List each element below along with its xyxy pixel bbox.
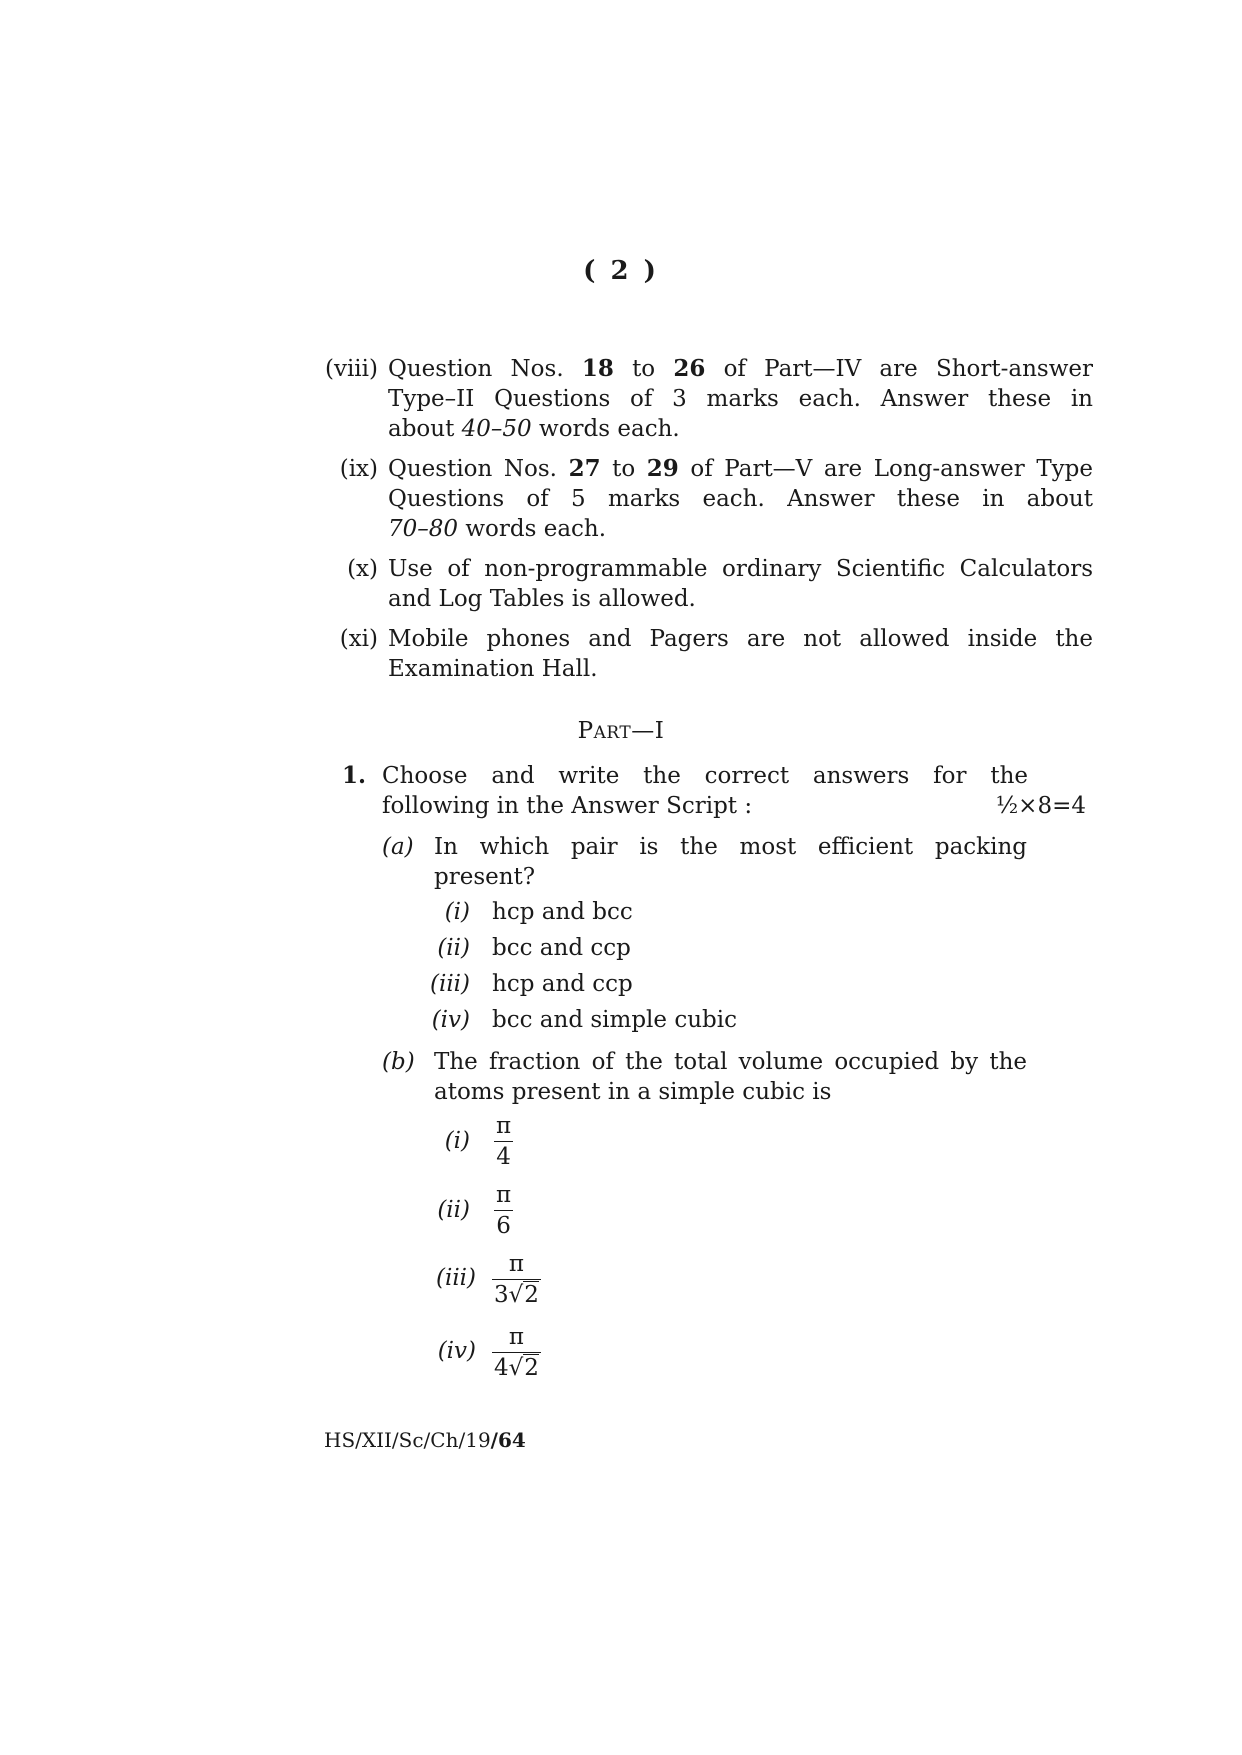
fraction-denominator: 6 [494,1210,513,1241]
option-a-ii-label: (ii) [437,935,470,961]
sub-question-b-label: (b) [382,1049,415,1075]
fraction-numerator: π [508,1251,525,1277]
option-b-i-label: (i) [444,1128,470,1154]
question-1-line-2: following in the Answer Script : [382,793,753,819]
fraction-pi-over-3-root-2 [492,1249,541,1310]
sub-question-a-text [434,832,1027,892]
sub-question-b-text [434,1047,1027,1107]
option-a-ii-text: bcc and ccp [492,935,631,961]
sub-question-a-label: (a) [382,834,414,860]
option-a-i-label: (i) [444,899,470,925]
instruction-viii-line-2: Type–II Questions of 3 marks each. Answer these in [388,386,1093,412]
instruction-x-line-2: and Log Tables is allowed. [388,586,696,612]
fraction-denominator: 3√2 [492,1279,541,1310]
fraction-numerator: π [496,1182,512,1208]
instruction-viii [388,354,1093,444]
instruction-ix [388,454,1093,544]
instruction-ix-line-3: 70–80 words each. [388,516,607,542]
option-a-i-text: hcp and bcc [492,899,633,925]
option-b-iv-label: (iv) [437,1338,476,1364]
instruction-x-line-1: Use of non-programmable ordinary Scientific Calculators [388,556,1093,582]
fraction-pi-over-4-root-2 [492,1322,541,1383]
option-b-iii-label: (iii) [435,1265,476,1291]
sqrt-symbol: √ [508,1355,524,1381]
footer-code: HS/XII/Sc/Ch/19/64 [324,1428,526,1452]
marks: ½×8=4 [995,793,1086,819]
instruction-viii-line-3: about 40–50 words each. [388,416,680,442]
sub-question-a-line-2: present? [434,864,536,890]
instruction-label-xi: (xi) [339,626,378,652]
option-a-iv-text: bcc and simple cubic [492,1007,737,1033]
fraction-pi-over-6 [494,1180,513,1241]
instruction-viii-line-1: Question Nos. 18 to 26 of Part—IV are Short-answer [388,355,1093,382]
fraction-pi-over-4 [494,1111,513,1172]
fraction-denominator: 4 [494,1141,513,1172]
fraction-denominator: 4√2 [492,1352,541,1383]
instruction-ix-line-1: Question Nos. 27 to 29 of Part—V are Long-answer Type [388,455,1094,482]
instruction-ix-line-2: Questions of 5 marks each. Answer these in about [388,486,1093,512]
option-b-ii-label: (ii) [437,1197,470,1223]
option-a-iii-text: hcp and ccp [492,971,633,997]
instruction-label-viii: (viii) [324,356,378,382]
part-heading: PART—I [577,718,665,744]
sqrt-symbol: √ [508,1282,524,1308]
fraction-numerator: π [496,1113,512,1139]
option-a-iii-label: (iii) [429,971,470,997]
question-number: 1. [342,762,367,789]
option-a-iv-label: (iv) [431,1007,470,1033]
instruction-label-x: (x) [347,556,378,582]
question-1-line-1: Choose and write the correct answers for the [382,763,1028,789]
sub-question-b-line-1: The fraction of the total volume occupied by the [434,1049,1027,1075]
page-number: ( 2 ) [583,256,659,286]
fraction-numerator: π [508,1324,525,1350]
instruction-xi [388,624,1093,684]
instruction-label-ix: (ix) [339,456,378,482]
sub-question-b-line-2: atoms present in a simple cubic is [434,1079,832,1105]
instruction-xi-line-1: Mobile phones and Pagers are not allowed inside the [388,626,1093,652]
instruction-xi-line-2: Examination Hall. [388,656,598,682]
instruction-x [388,554,1093,614]
sub-question-a-line-1: In which pair is the most efficient packing [434,834,1027,860]
